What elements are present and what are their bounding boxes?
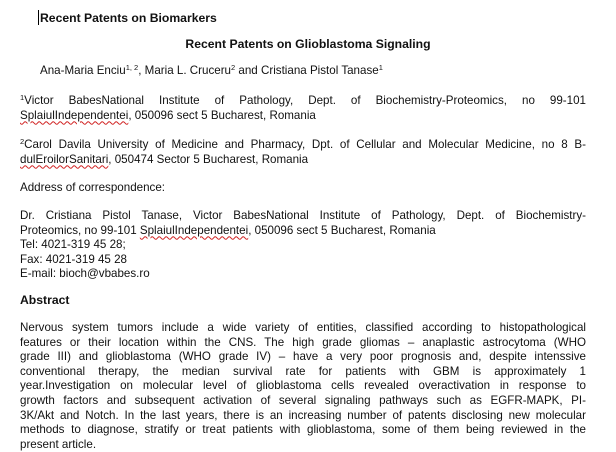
abstract-line: features or their location within the CNS. The high grade gliomas – anaplastic astrocytoma (WHO <box>20 335 586 349</box>
author-list <box>40 64 383 79</box>
affiliation-number: 2 <box>20 137 25 146</box>
misspelled-street: SplaiulIndependentei <box>20 108 129 122</box>
abstract-line: 3K/Akt and Notch. In the last years, there is an increasing number of patents disclosing new molecular <box>20 408 586 422</box>
author-3: Cristiana Pistol Tanase <box>260 64 379 77</box>
author-3-affiliation: 1 <box>378 63 383 72</box>
abstract-line: grade III) and glioblastoma (WHO grade IV) – have a very poor prognosis and, despite intenssive <box>20 350 586 364</box>
correspondence-tel: Tel: 4021-319 45 28; <box>20 238 126 252</box>
affiliation-2 <box>20 138 586 167</box>
paper-title: Recent Patents on Glioblastoma Signaling <box>185 37 431 51</box>
abstract-body <box>20 321 586 452</box>
affiliation-text: Victor BabesNational Institute of Pathology, Dept. of Biochemistry-Proteomics, no 99-101 <box>24 94 586 107</box>
affiliation-1 <box>20 94 586 123</box>
author-2: Maria L. Cruceru <box>144 64 232 77</box>
correspondence-label: Address of correspondence: <box>20 181 166 194</box>
affiliation-text: Carol Davila University of Medicine and Pharmacy, Dpt. of Cellular and Molecular Medicine, no 8 B- <box>24 138 586 151</box>
correspondence-text: Proteomics, no 99-101 <box>20 223 140 237</box>
abstract-heading: Abstract <box>20 293 70 307</box>
author-separator: , <box>138 64 145 77</box>
abstract-line: present article. <box>20 437 97 451</box>
abstract-line: conventional therapy, the median survival rate for patients with GBM is approximately 1 <box>20 364 586 378</box>
correspondence-fax: Fax: 4021-319 45 28 <box>20 252 127 266</box>
author-1: Ana-Maria Enciu <box>40 64 126 77</box>
correspondence-email: E-mail: bioch@vbabes.ro <box>20 267 150 281</box>
correspondence-line: Dr. Cristiana Pistol Tanase, Victor BabesNational Institute of Pathology, Dept. of Biochemistry- <box>20 209 586 222</box>
abstract-line: methods to diagnose, stratify or treat patients with glioblastoma, some of them being reviewed in the <box>20 423 586 437</box>
text-cursor <box>38 10 39 25</box>
misspelled-street: SplaiulIndependentei <box>139 223 249 237</box>
author-separator: and <box>235 64 261 77</box>
abstract-line: growth factors and subsequent activation of several signaling pathways such as EGFR-MAPK, PI- <box>20 393 586 407</box>
correspondence-text: , 050096 sect 5 Bucharest, Romania <box>248 223 436 237</box>
affiliation-text: , 050474 Sector 5 Bucharest, Romania <box>108 152 309 166</box>
abstract-line: Nervous system tumors include a wide variety of entities, classified according to histopathological <box>20 321 586 334</box>
author-1-affiliation: 1, 2 <box>125 63 139 72</box>
affiliation-number: 1 <box>20 93 25 102</box>
author-2-affiliation: 2 <box>231 63 236 72</box>
journal-name: Recent Patents on Biomarkers <box>40 11 217 25</box>
misspelled-street: dulEroilorSanitari <box>20 152 109 166</box>
correspondence-block <box>20 209 586 282</box>
abstract-line: year.Investigation on molecular level of glioblastoma cells revealed overactivation in response to <box>20 379 586 393</box>
affiliation-text: , 050096 sect 5 Bucharest, Romania <box>128 108 316 122</box>
